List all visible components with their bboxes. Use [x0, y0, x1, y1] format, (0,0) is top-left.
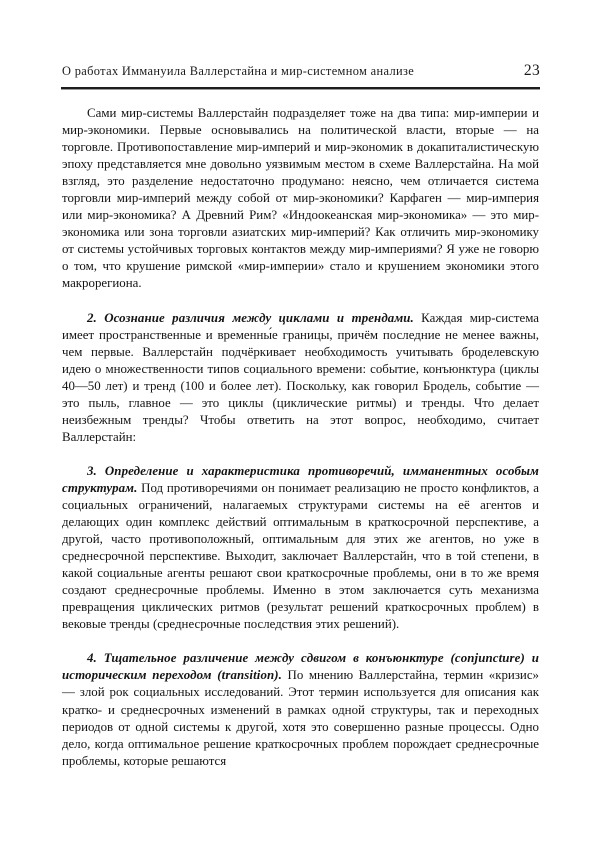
paragraph-body: Каждая мир-система имеет пространственные и временны́е границы, причём последние не менее важны, чем первые. Валлерстайн подчёркивает необходимость учитывать броделевскую идею о множественности типов социального времени: событие, конъюнктура (циклы 40—50 лет) и тренд (100 и более лет). Поскольку, как говорил Бродель, событие — это пыль, главное — это циклы (циклические ритмы) и тренды. Что делает неизбежным тренды? Чтобы ответить на этот вопрос, необходимо, считает Валлерстайн: [62, 310, 539, 444]
running-head-title: О работах Иммануила Валлерстайна и мир-системном анализе [62, 64, 415, 78]
paragraph-body: Под противоречиями он понимает реализацию не просто конфликтов, а социальных ограничений, налагаемых структурами системы на её агентов и делающих один комплекс действий оптимальным в краткосрочной перспективе, а другой, часто противоположный, оптимальным для этих же агентов, но уже в среднесрочной перспективе. Выходит, заключает Валлерстайн, что в той степени, в какой социальные агенты решают свои краткосрочные проблемы, они в то же время создают среднесрочные проблемы. Именно в этом заключается суть механизма превращения циклических ритмов (результат решений краткосрочных проблем) в вековые тренды (среднесрочные последствия этих решений). [62, 480, 539, 632]
paragraph-cycles-trends [62, 310, 539, 446]
header-divider-rule [61, 87, 540, 89]
paragraph-body: Сами мир-системы Валлерстайн подразделяет тоже на два типа: мир-империи и мир-экономики. Первые основывались на политической власти, вторые — на торговле. Противопоставление мир-империй и мир-экономик в докапиталистическую эпоху представляется мне довольно уязвимым местом в схеме Валлерстайна. На мой взгляд, это разделение недостаточно продумано: неясно, чем отличается система торговли мир-империй между собой от мир-экономики? Карфаген — мир-империя или мир-экономика? А Древний Рим? «Индоокеанская мир-экономика» — это мир-экономика или зона торговли азиатских мир-империй? Как отличить мир-экономику от системы устойчивых торговых контактов между мир-империями? Я уже не говорю о том, что крушение римской «мир-империи» стало и крушением экономики этого макрорегиона. [62, 106, 539, 291]
paragraph-lead-heading: 4. Тщательное различение между сдвигом в конъюнктуре (conjuncture) и историческим переходом (transition). [62, 651, 539, 683]
paragraph-contradictions [62, 463, 539, 633]
paragraph-conjuncture-transition [62, 650, 539, 769]
page-number: 23 [523, 62, 540, 79]
paragraph-body: По мнению Валлерстайна, термин «кризис» — злой рок социальных исследований. Этот термин используется для описания как кратко- и среднесрочных изменений в рамках одной структуры, так и переходных периодов от одной системы к другой, хотя это совершенно разные процессы. Одно дело, когда оптимальное решение краткосрочных проблем порождает среднесрочные проблемы, которые решаются [62, 668, 539, 768]
running-head [62, 62, 540, 80]
body-text-column [62, 105, 539, 770]
paragraph-lead-heading: 2. Осознание различия между циклами и трендами. [87, 310, 414, 325]
paragraph-lead-heading: 3. Определение и характеристика противоречий, имманентных особым структурам. [62, 463, 539, 495]
paragraph-worldsystems-types [62, 105, 539, 293]
